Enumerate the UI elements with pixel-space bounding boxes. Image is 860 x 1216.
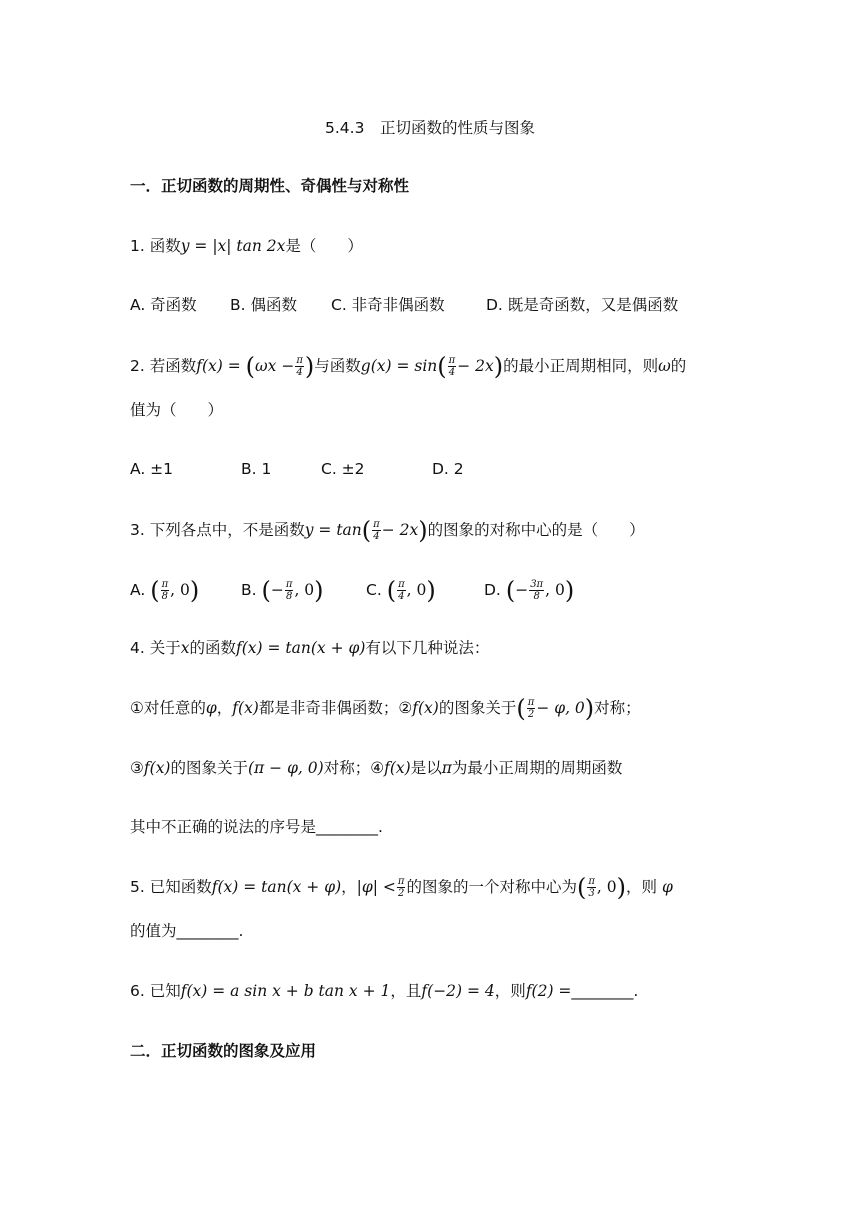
q2-option-a: A. ±1	[130, 460, 174, 478]
q3-option-b: B. (− $\frac{\pi}{8}$ , 0)	[241, 576, 324, 605]
question-6: 6. 已知f(x) = a sin x + b tan x + 1，且f(−2) = 4，则f(2) =________.	[130, 982, 639, 1000]
q2-fraction-2: $\frac{\pi}{4}$	[448, 355, 456, 378]
q1-option-c: C. 非奇非偶函数	[331, 296, 445, 314]
q1-option-d: D. 既是奇函数，又是偶函数	[486, 296, 679, 314]
question-3-options	[130, 576, 575, 605]
q1-prefix: 1. 函数	[130, 237, 181, 255]
q3-prefix: 3. 下列各点中，不是函数	[130, 521, 305, 539]
q2-omega: ω	[658, 357, 671, 375]
question-2: 2. 若函数f(x) = (ωx − $\frac{\pi}{4}$ )与函数g(x) = sin( $\frac{\pi}{4}$ − 2x)的最小正周期相同，则ω的	[130, 352, 687, 381]
page-title: 5.4.3 正切函数的性质与图象	[325, 119, 535, 137]
q2-option-c: C. ±2	[321, 460, 365, 478]
q3-expr-inner: − 2x	[381, 521, 419, 539]
q3-fraction: $\frac{\pi}{4}$	[373, 519, 380, 542]
q2-mid: 与函数	[314, 357, 361, 375]
q2-option-b: B. 1	[241, 460, 272, 478]
q3-expr-left: y = tan	[304, 521, 362, 539]
question-2-options	[130, 457, 464, 481]
q3-option-c: C. ( $\frac{\pi}{4}$ , 0)	[366, 576, 436, 605]
q2-tail2: 的	[670, 357, 687, 375]
question-4-ask: 其中不正确的说法的序号是________.	[130, 818, 383, 836]
question-1	[130, 234, 363, 258]
q2-prefix: 2. 若函数	[130, 357, 197, 375]
q2-fraction-1: $\frac{\pi}{4}$	[296, 355, 303, 378]
question-4: 4. 关于x的函数f(x) = tan(x + φ)有以下几种说法：	[130, 639, 490, 657]
q1-option-a: A. 奇函数	[130, 296, 197, 314]
q2-f-left: f(x) =	[196, 357, 246, 375]
q1-suffix: 是（ ）	[285, 237, 363, 255]
section-heading-1: 一．正切函数的周期性、奇偶性与对称性	[130, 177, 410, 195]
question-5-line-2: 的值为________.	[130, 922, 244, 940]
q3-suffix: 的图象的对称中心的是（ ）	[427, 521, 645, 539]
question-3: 3. 下列各点中，不是函数y = tan( $\frac{\pi}{4}$ − 2x)的图象的对称中心的是（ ）	[130, 516, 645, 545]
section-heading-2: 二．正切函数的图象及应用	[130, 1042, 317, 1060]
q3-option-a: A. ( $\frac{\pi}{8}$ , 0)	[130, 576, 200, 605]
question-4-statements-1-2: ①对任意的φ，f(x)都是非奇非偶函数；②f(x)的图象关于( $\frac{\pi}{2}$ − φ, 0)对称；	[130, 694, 641, 723]
q1-option-b: B. 偶函数	[230, 296, 297, 314]
question-2-line-2: 值为（ ）	[130, 401, 224, 419]
question-5: 5. 已知函数f(x) = tan(x + φ)，|φ| < $\frac{\pi}{2}$ 的图象的一个对称中心为( $\frac{\pi}{3}$ , 0)，则 φ	[130, 873, 673, 902]
q1-expression: y = |x| tan 2x	[180, 237, 286, 255]
q3-option-d: D. (− $\frac{3\pi}{8}$ , 0)	[484, 576, 575, 605]
question-4-statements-3-4: ③f(x)的图象关于(π − φ, 0)对称；④f(x)是以π为最小正周期的周期函数	[130, 759, 623, 777]
q2-option-d: D. 2	[432, 460, 464, 478]
q2-g-inner: − 2x	[457, 357, 494, 375]
q2-g-left: g(x) = sin	[360, 357, 438, 375]
q2-f-inner: ωx −	[255, 357, 295, 375]
q2-tail: 的最小正周期相同，则	[503, 357, 659, 375]
question-1-options	[130, 293, 678, 317]
